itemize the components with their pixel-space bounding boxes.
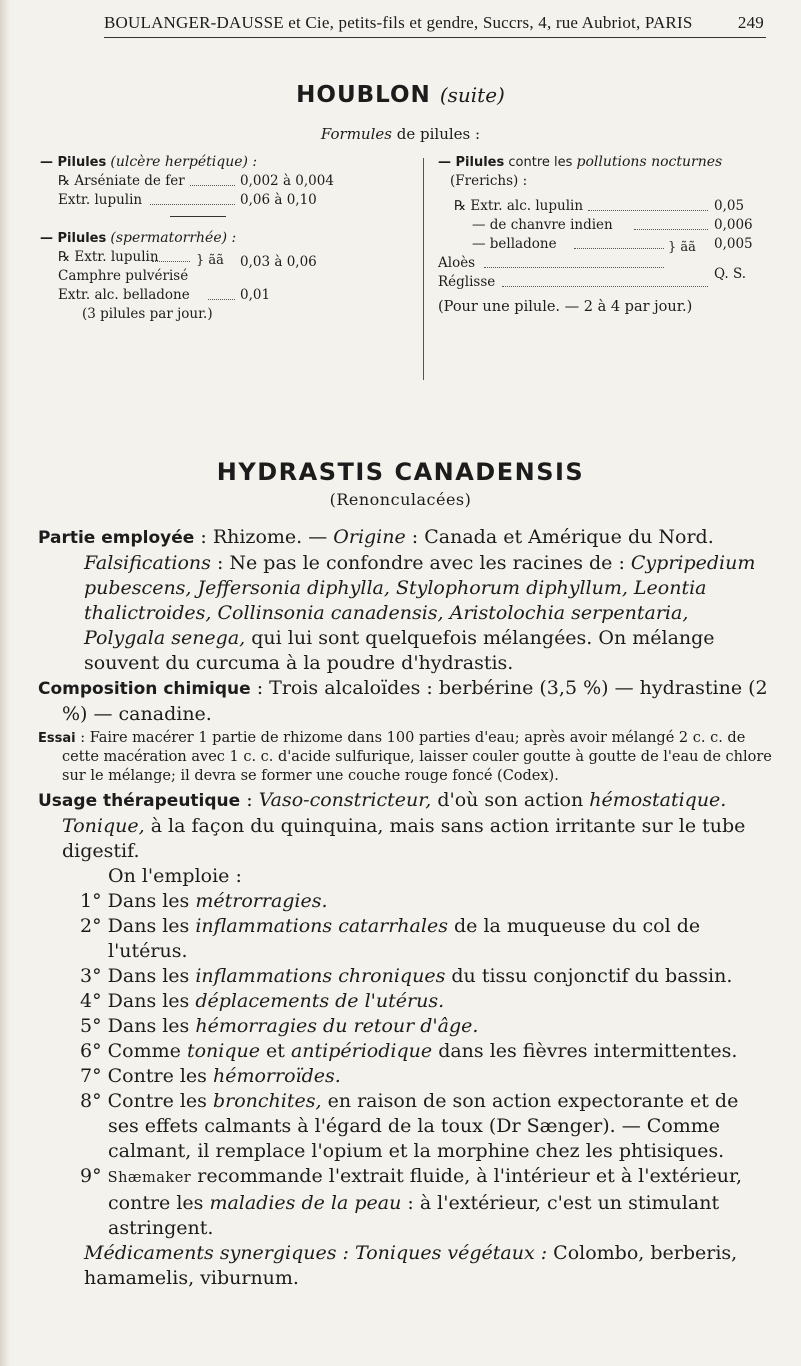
hydrastis-body	[38, 525, 773, 1291]
header-rule	[104, 37, 766, 38]
item-italic: maladies de la peau	[209, 1192, 402, 1214]
ingredient-name: Camphre pulvérisé	[58, 268, 189, 284]
medicaments-label: Médicaments synergiques : Toniques végétaux :	[84, 1242, 548, 1264]
item-italic: antipériodique	[290, 1040, 433, 1062]
pilules-ulcere-heading	[40, 153, 400, 172]
leader-dots	[150, 204, 235, 205]
brace-aa: } ãã	[196, 253, 224, 268]
item-text: dans les fièvres intermittentes.	[438, 1040, 738, 1062]
item-text: Comme	[107, 1040, 181, 1062]
composition-paragraph	[38, 676, 773, 727]
pilules-indication: pollutions nocturnes	[576, 154, 723, 170]
ingredient-dose: 0,03 à 0,06	[240, 254, 317, 270]
list-item	[38, 889, 773, 914]
essai-text: : Faire macérer 1 partie de rhizome dans 100 parties d'eau; après avoir mélangé 2 c. c. de cette macération avec 1 c. c. d'acide sulfurique, laisser couler goutte à goutte de l'eau de chlore sur le mélange; il devra se former une couche rouge foncé (Codex).	[62, 730, 772, 784]
essai-paragraph	[38, 729, 773, 786]
hydrastis-family: (Renonculacées)	[329, 490, 472, 509]
page-number: 249	[737, 13, 764, 32]
formula-author: (Frerichs) :	[450, 173, 528, 189]
list-item	[38, 1164, 773, 1241]
ingredient-name: — belladone	[472, 236, 557, 252]
falsifications-intro: : Ne pas le confondre avec les racines de :	[216, 552, 625, 574]
list-item	[38, 964, 773, 989]
houblon-title-text: HOUBLON	[296, 82, 431, 108]
list-item	[38, 1089, 773, 1164]
item-number: 3°	[80, 965, 102, 987]
ingredient-dose: 0,005	[714, 236, 753, 252]
list-item	[38, 989, 773, 1014]
item-text: du tissu conjonctif du bassin.	[451, 965, 733, 987]
usage-hemostatique: hémostatique.	[589, 789, 727, 811]
usage-paragraph	[38, 788, 773, 864]
ingredient-name: Extr. lupulin	[58, 192, 143, 208]
partie-label: Partie employée	[38, 528, 195, 548]
aa-mark: ãã	[680, 240, 696, 255]
item-text: Dans les	[107, 890, 190, 912]
ingredient-dose: 0,002 à 0,004	[240, 173, 334, 189]
partie-text: : Rhizome. —	[200, 526, 328, 548]
leader-dots	[152, 261, 190, 262]
leader-dots	[588, 210, 708, 211]
formula-row	[438, 235, 768, 254]
ingredient-dose: 0,06 à 0,10	[240, 192, 317, 208]
item-number: 4°	[80, 990, 102, 1012]
item-text: Dans les	[107, 965, 190, 987]
item-number: 9°	[80, 1165, 102, 1187]
formula-row	[438, 216, 768, 235]
ingredient-dose: 0,01	[240, 287, 271, 303]
pilules-label: — Pilules	[40, 155, 107, 170]
pilules-indication: (ulcère herpétique) :	[110, 154, 258, 170]
ingredient-dose: 0,006	[714, 217, 753, 233]
medicaments-paragraph	[38, 1241, 773, 1291]
column-divider	[423, 158, 424, 380]
item-italic: inflammations chroniques	[195, 965, 446, 987]
list-item	[38, 1064, 773, 1089]
item-italic: hémorragies du retour d'âge.	[195, 1015, 479, 1037]
usage-text: à la façon du quinquina, mais sans action irritante sur le tube digestif.	[62, 815, 746, 862]
pilules-label: — Pilules	[438, 155, 505, 170]
partie-paragraph	[38, 525, 773, 551]
leader-dots	[484, 267, 664, 268]
item-number: 5°	[80, 1015, 102, 1037]
composition-label: Composition chimique	[38, 679, 251, 699]
formules-rest: de pilules :	[396, 125, 481, 143]
brace-aa: } ãã	[668, 240, 696, 255]
dosage-note: (3 pilules par jour.)	[82, 306, 213, 322]
houblon-title-suffix: (suite)	[439, 83, 505, 107]
item-text: Contre les	[107, 1090, 207, 1112]
usage-colon: :	[246, 789, 253, 811]
ingredient-name: ℞ Extr. lupulin	[58, 249, 159, 265]
item-italic: bronchites,	[212, 1090, 322, 1112]
essai-label: Essai	[38, 731, 76, 746]
ingredient-name: ℞ Arséniate de fer	[58, 173, 185, 189]
item-number: 8°	[80, 1090, 102, 1112]
section-rule	[170, 216, 226, 217]
formula-column-left	[40, 153, 400, 324]
pilules-indication: (spermatorrhée) :	[110, 230, 237, 246]
formula-row	[40, 248, 400, 270]
item-italic: inflammations catarrhales	[195, 915, 448, 937]
ingredient-name: Réglisse	[438, 274, 496, 290]
list-item	[38, 914, 773, 964]
dosage-note: (Pour une pilule. — 2 à 4 par jour.)	[438, 299, 693, 315]
composition-text: : Trois alcaloïdes : berbérine (3,5 %) — hydrastine (2 %) — canadine.	[62, 677, 768, 725]
item-text: Contre les	[107, 1065, 207, 1087]
leader-dots	[208, 299, 235, 300]
item-italic: tonique	[186, 1040, 260, 1062]
medicaments-text: Colombo, berberis, hamamelis, viburnum.	[84, 1242, 738, 1289]
formula-row	[40, 191, 400, 210]
item-italic: déplacements de l'utérus.	[195, 990, 445, 1012]
ingredient-name: Aloès	[438, 255, 476, 271]
formula-row	[438, 266, 768, 292]
item-italic: métrorragies.	[195, 890, 328, 912]
ingredient-dose: Q. S.	[714, 266, 747, 282]
formula-column-right	[438, 153, 768, 317]
formules-label: Formules	[320, 125, 392, 143]
item-text: de la muqueuse du col de l'utérus.	[108, 915, 701, 962]
item-number: 7°	[80, 1065, 102, 1087]
ingredient-dose: 0,05	[714, 198, 745, 214]
formules-subtitle	[0, 125, 801, 143]
falsifications-species: Cypripedium pubescens, Jeffersonia diphylla, Stylophorum diphyllum, Leontia thalictroides, Collinsonia canadensis, Aristolochia serpentaria, Polygala senega,	[84, 552, 756, 649]
item-text: Dans les	[107, 990, 190, 1012]
leader-dots	[502, 286, 708, 287]
item-number: 1°	[80, 890, 102, 912]
formula-row	[40, 286, 400, 305]
heading-text: contre les	[508, 155, 573, 170]
usage-text: d'où son action	[437, 789, 584, 811]
item-text: : à l'extérieur, c'est un stimulant astringent.	[108, 1192, 720, 1239]
usage-label: Usage thérapeutique	[38, 791, 241, 811]
ingredient-name: — de chanvre indien	[472, 217, 613, 233]
list-item	[38, 1014, 773, 1039]
pilules-label: — Pilules	[40, 231, 107, 246]
formula-row	[40, 172, 400, 191]
houblon-title	[0, 82, 801, 108]
item-italic: hémorroïdes.	[212, 1065, 341, 1087]
formula-row	[438, 197, 768, 216]
origine-label: Origine	[333, 526, 406, 548]
usage-vaso: Vaso-constricteur,	[258, 789, 432, 811]
running-head	[104, 13, 764, 33]
ingredient-name: Extr. alc. belladone	[58, 287, 190, 303]
formula-row	[40, 267, 400, 286]
ingredient-name: ℞ Extr. alc. lupulin	[454, 198, 584, 214]
author-name: Shæmaker	[107, 1170, 192, 1186]
leader-dots	[574, 248, 664, 249]
leader-dots	[634, 229, 708, 230]
item-text: Dans les	[107, 915, 190, 937]
origine-text: : Canada et Amérique du Nord.	[411, 526, 714, 548]
pilules-pollutions-heading	[438, 153, 768, 172]
falsifications-paragraph	[38, 551, 773, 676]
usage-tonique: Tonique,	[62, 815, 145, 837]
leader-dots	[190, 185, 235, 186]
on-emploie: On l'emploie :	[108, 865, 242, 887]
running-head-text: BOULANGER-DAUSSE et Cie, petits-fils et gendre, Succrs, 4, rue Aubriot, PARIS	[104, 13, 693, 32]
falsifications-text: qui lui sont quelquefois mélangées. On mélange souvent du curcuma à la poudre d'hydrastis.	[84, 627, 715, 674]
falsifications-label: Falsifications	[84, 552, 211, 574]
item-number: 2°	[80, 915, 102, 937]
item-text: et	[266, 1040, 285, 1062]
page-edge-shadow	[0, 0, 10, 1366]
pilules-spermatorrhee-heading	[40, 229, 400, 248]
aa-mark: ãã	[208, 253, 224, 268]
hydrastis-title: HYDRASTIS CANADENSIS	[216, 458, 585, 486]
item-number: 6°	[80, 1040, 102, 1062]
item-text: en raison de son action expectorante et de ses effets calmants à l'égard de la toux (Dr Sænger). — Comme calmant, il remplace l'opium et la morphine chez les phtisiques.	[108, 1090, 739, 1162]
item-text: Dans les	[107, 1015, 190, 1037]
item-text: recommande l'extrait fluide, à l'intérieur et à l'extérieur, contre les	[108, 1165, 742, 1214]
list-item	[38, 1039, 773, 1064]
